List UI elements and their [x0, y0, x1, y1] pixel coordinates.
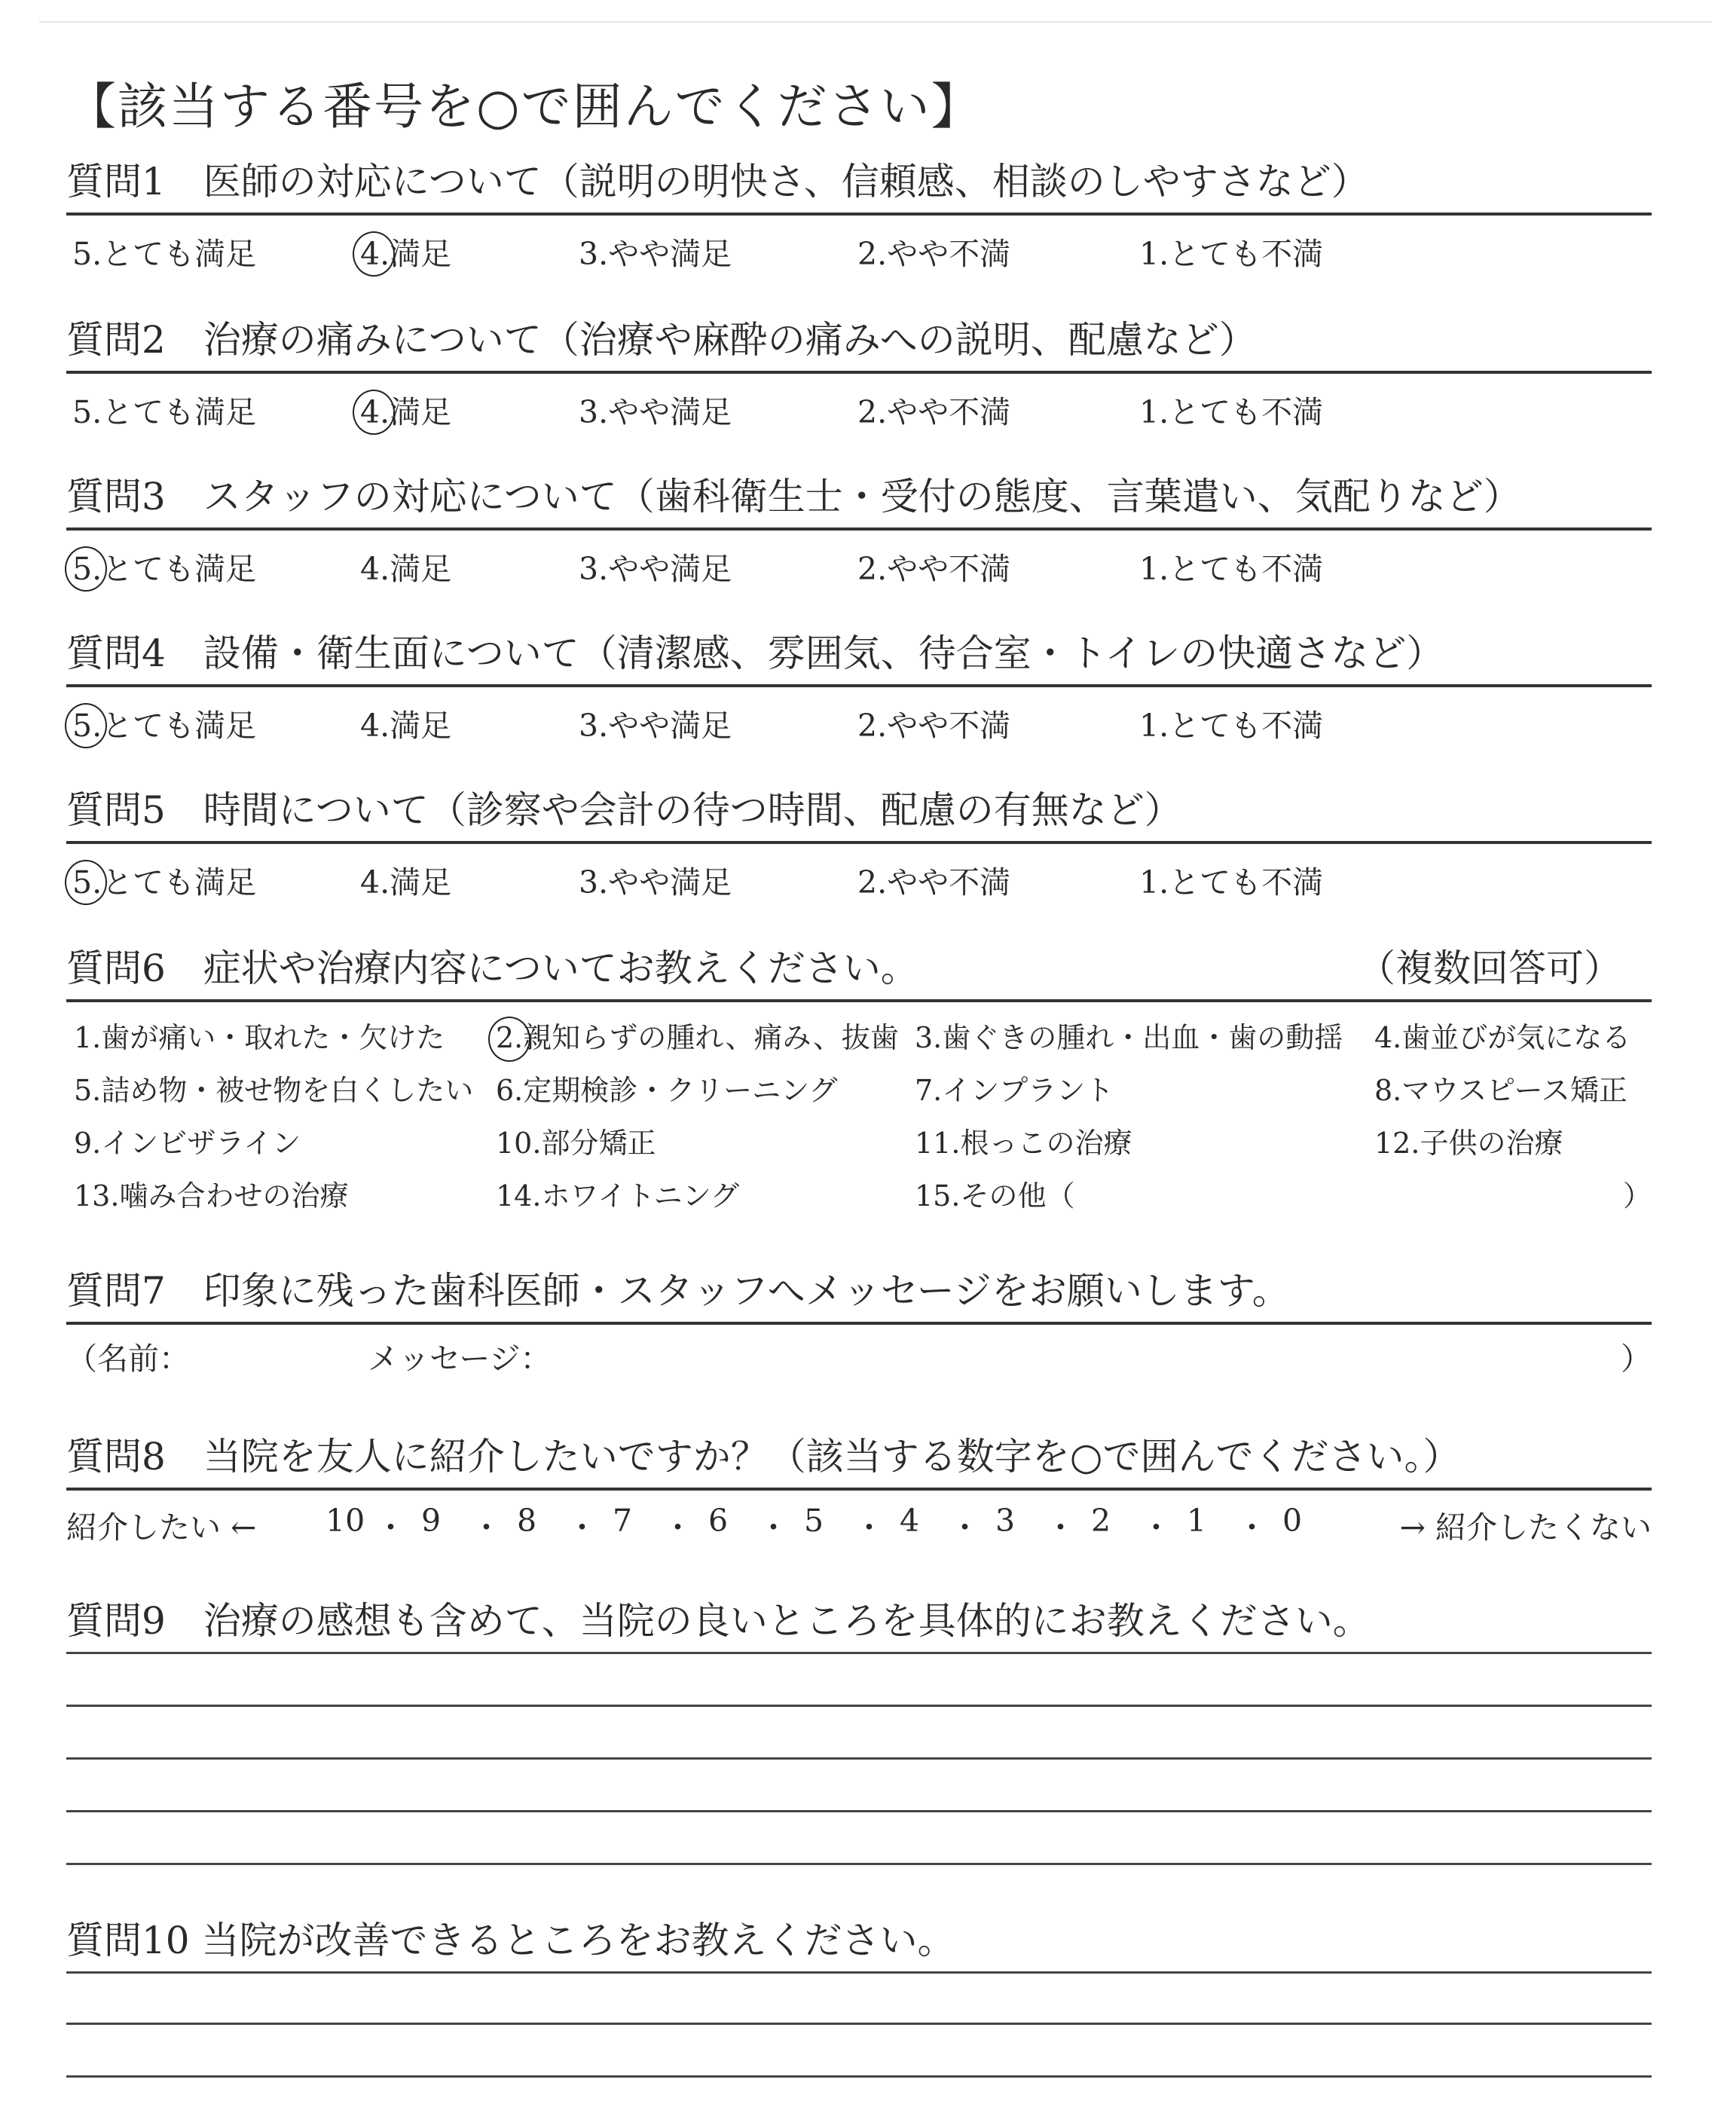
question-5	[66, 769, 1652, 901]
question-3-ratings	[66, 531, 1652, 588]
question-6	[66, 927, 1652, 1213]
scale-separator: ・	[1236, 1509, 1267, 1546]
scale-number-9[interactable]: 9	[421, 1503, 442, 1539]
rating-option-5[interactable]: 5.とても満足	[72, 551, 257, 587]
name-label: （名前：	[66, 1341, 190, 1377]
symptom-option-4[interactable]: 4.歯並びが気になる	[1374, 1021, 1631, 1054]
scale-number-10[interactable]: 10	[326, 1503, 365, 1539]
symptom-option-10[interactable]: 10.部分矯正	[496, 1127, 656, 1160]
symptom-option-2[interactable]: 2.親知らずの腫れ、痛み、抜歯	[496, 1021, 899, 1054]
rating-option-5[interactable]: 5.とても満足	[72, 236, 257, 272]
question-10	[66, 1899, 1652, 1974]
scale-separator: ・	[567, 1509, 598, 1546]
rating-option-1[interactable]: 1.とても不満	[1139, 394, 1324, 430]
scale-separator: ・	[375, 1509, 406, 1546]
symptom-option-5[interactable]: 5.詰め物・被せ物を白くしたい	[74, 1074, 474, 1107]
rating-option-2[interactable]: 2.やや不満	[857, 236, 1011, 272]
answer-line	[66, 1757, 1652, 1760]
rating-option-5[interactable]: 5.とても満足	[72, 708, 257, 744]
question-5-text: 質問5 時間について（診察や会計の待つ時間、配慮の有無など）	[66, 788, 1182, 832]
question-1	[66, 140, 1652, 273]
rating-option-3[interactable]: 3.やや満足	[579, 551, 732, 587]
rating-option-1[interactable]: 1.とても不満	[1139, 236, 1324, 272]
rating-option-4[interactable]: 4.満足	[360, 551, 452, 587]
rating-option-3[interactable]: 3.やや満足	[579, 236, 732, 272]
symptom-option-3[interactable]: 3.歯ぐきの腫れ・出血・歯の動揺	[915, 1021, 1343, 1054]
question-8	[66, 1415, 1652, 1546]
question-4	[66, 612, 1652, 745]
multiple-answers-note: （複数回答可）	[1358, 946, 1621, 990]
question-4-text: 質問4 設備・衛生面について（清潔感、雰囲気、待合室・トイレの快適さなど）	[66, 631, 1444, 675]
answer-line	[66, 1810, 1652, 1812]
rating-option-2[interactable]: 2.やや不満	[857, 708, 1011, 744]
symptom-option-7[interactable]: 7.インプラント	[915, 1074, 1114, 1107]
question-6-text: 質問6 症状や治療内容についてお教えください。	[66, 946, 918, 990]
scale-number-7[interactable]: 7	[613, 1503, 633, 1539]
question-1-ratings	[66, 216, 1652, 273]
question-2-ratings	[66, 374, 1652, 431]
scale-separator: ・	[854, 1509, 885, 1546]
rating-option-1[interactable]: 1.とても不満	[1139, 551, 1324, 587]
answer-line	[66, 1705, 1652, 1707]
question-3-text: 質問3 スタッフの対応について（歯科衛生士・受付の態度、言葉遣い、気配りなど）	[66, 475, 1521, 518]
scale-number-4[interactable]: 4	[900, 1503, 920, 1539]
symptom-option-15[interactable]: 15.その他（	[915, 1179, 1075, 1212]
symptom-option-8[interactable]: 8.マウスピース矯正	[1374, 1074, 1628, 1107]
symptom-option-12[interactable]: 12.子供の治療	[1374, 1127, 1563, 1160]
rating-option-1[interactable]: 1.とても不満	[1139, 708, 1324, 744]
rating-option-4[interactable]: 4.満足	[360, 708, 452, 744]
scale-number-1[interactable]: 1	[1187, 1503, 1207, 1539]
question-3	[66, 455, 1652, 588]
answer-line	[66, 1863, 1652, 1865]
question-5-ratings	[66, 844, 1652, 901]
other-close-paren: ）	[1622, 1179, 1652, 1212]
question-9	[66, 1579, 1652, 1654]
rating-option-1[interactable]: 1.とても不満	[1139, 864, 1324, 901]
rating-option-2[interactable]: 2.やや不満	[857, 864, 1011, 901]
rating-option-2[interactable]: 2.やや不満	[857, 394, 1011, 430]
question-4-ratings	[66, 687, 1652, 745]
rating-option-5[interactable]: 5.とても満足	[72, 864, 257, 901]
rating-option-3[interactable]: 3.やや満足	[579, 708, 732, 744]
symptom-option-6[interactable]: 6.定期検診・クリーニング	[496, 1074, 838, 1107]
rating-option-3[interactable]: 3.やや満足	[579, 394, 732, 430]
scale-number-0[interactable]: 0	[1282, 1503, 1303, 1539]
scale-number-8[interactable]: 8	[517, 1503, 537, 1539]
scale-separator: ・	[1141, 1509, 1172, 1546]
scale-separator: ・	[662, 1509, 693, 1546]
rating-option-3[interactable]: 3.やや満足	[579, 864, 732, 901]
scale-separator: ・	[471, 1509, 502, 1546]
scale-number-6[interactable]: 6	[708, 1503, 729, 1539]
question-2	[66, 298, 1652, 431]
scale-separator: ・	[1045, 1509, 1076, 1546]
scale-number-3[interactable]: 3	[995, 1503, 1016, 1539]
symptom-option-9[interactable]: 9.インビザライン	[74, 1127, 301, 1160]
symptom-option-1[interactable]: 1.歯が痛い・取れた・欠けた	[74, 1021, 445, 1054]
symptom-option-13[interactable]: 13.噛み合わせの治療	[74, 1179, 349, 1212]
scale-separator: ・	[758, 1509, 789, 1546]
symptom-options	[66, 1002, 1652, 1213]
question-9-text: 質問9 治療の感想も含めて、当院の良いところを具体的にお教えください。	[66, 1599, 1371, 1643]
rating-option-4[interactable]: 4.満足	[360, 394, 452, 430]
message-close-paren: ）	[1621, 1341, 1652, 1377]
question-10-text: 質問10 当院が改善できるところをお教えください。	[66, 1919, 955, 1962]
answer-line	[66, 2023, 1652, 2025]
question-8-text: 質問8 当院を友人に紹介したいですか？（該当する数字を○で囲んでください。）	[66, 1435, 1461, 1479]
scale-separator: ・	[949, 1509, 980, 1546]
answer-line	[66, 2075, 1652, 2078]
question-7-text: 質問7 印象に残った歯科医師・スタッフへメッセージをお願いします。	[66, 1269, 1290, 1313]
rating-option-4[interactable]: 4.満足	[360, 236, 452, 272]
question-2-text: 質問2 治療の痛みについて（治療や麻酔の痛みへの説明、配慮など）	[66, 318, 1257, 362]
scale-number-5[interactable]: 5	[804, 1503, 824, 1539]
rating-option-5[interactable]: 5.とても満足	[72, 394, 257, 430]
question-1-text: 質問1 医師の対応について（説明の明快さ、信頼感、相談のしやすさなど）	[66, 160, 1369, 203]
form-title: 【該当する番号を○で囲んでください】	[66, 78, 983, 136]
recommend-scale	[66, 1491, 1652, 1546]
scale-right-label: → 紹介したくない	[1399, 1509, 1652, 1546]
symptom-option-14[interactable]: 14.ホワイトニング	[496, 1179, 740, 1212]
rating-option-4[interactable]: 4.満足	[360, 864, 452, 901]
top-border	[39, 21, 1712, 23]
question-7	[66, 1249, 1652, 1377]
rating-option-2[interactable]: 2.やや不満	[857, 551, 1011, 587]
symptom-option-11[interactable]: 11.根っこの治療	[915, 1127, 1132, 1160]
message-label: メッセージ：	[368, 1341, 552, 1377]
scale-number-2[interactable]: 2	[1091, 1503, 1111, 1539]
scale-left-label: 紹介したい ←	[66, 1509, 257, 1546]
